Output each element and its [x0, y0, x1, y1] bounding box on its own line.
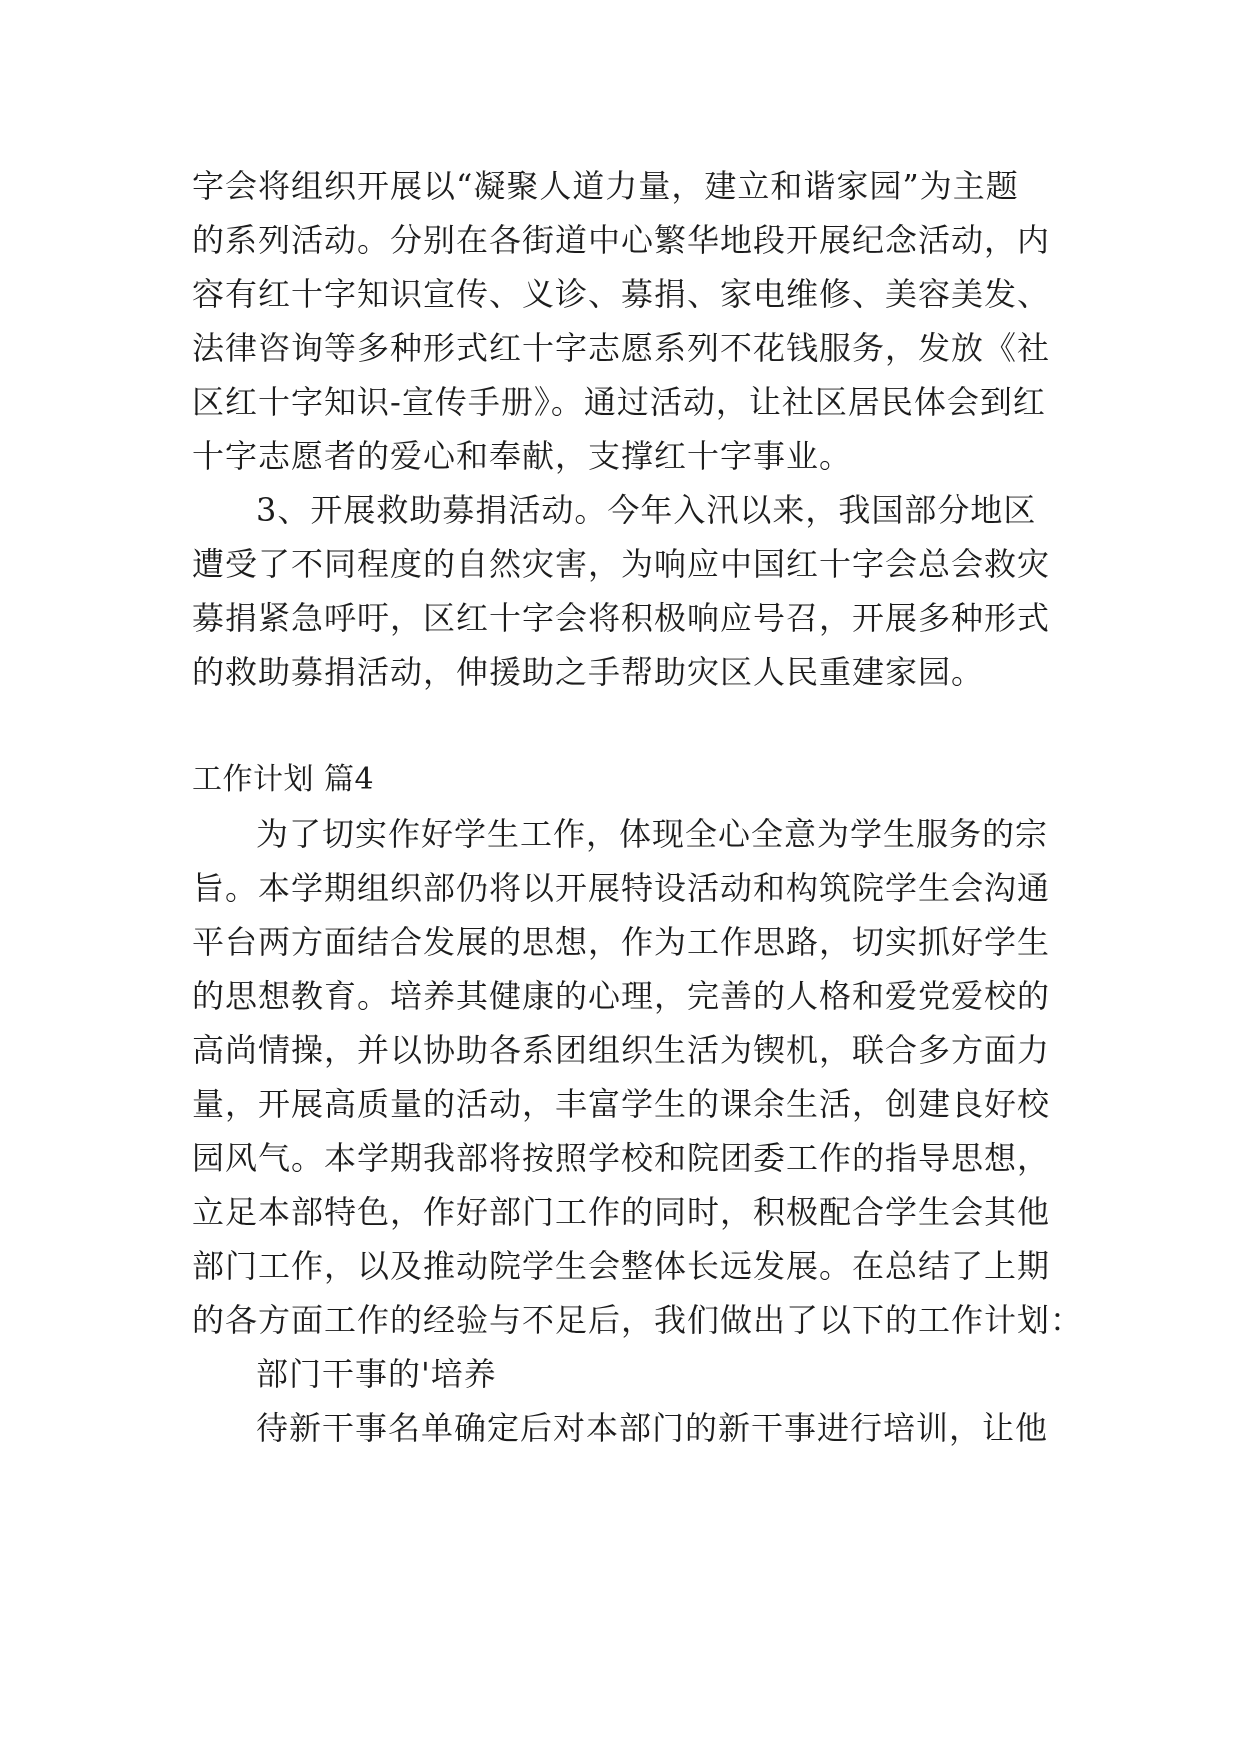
- text-line: 十字志愿者的爱心和奉献，支撑红十字事业。: [192, 437, 853, 475]
- text-line: 旨。本学期组织部仍将以开展特设活动和构筑院学生会沟通: [192, 869, 1051, 907]
- paragraph-staff-training: [192, 1401, 1054, 1455]
- section-spacer: [192, 699, 1054, 753]
- paragraph-relief-donation: [192, 483, 1054, 699]
- paragraph-red-cross-activities: [192, 159, 1054, 483]
- text-line: 平台两方面结合发展的思想，作为工作思路，切实抓好学生: [192, 923, 1051, 961]
- text-line: 募捐紧急呼吁，区红十字会将积极响应号召，开展多种形式: [192, 599, 1051, 637]
- text-line: 为了切实作好学生工作，体现全心全意为学生服务的宗: [256, 815, 1049, 853]
- text-line: 字会将组织开展以“凝聚人道力量，建立和谐家园”为主题: [192, 167, 1019, 205]
- text-line: 容有红十字知识宣传、义诊、募捐、家电维修、美容美发、: [192, 275, 1051, 313]
- text-line: 3、开展救助募捐活动。今年入汛以来，我国部分地区: [256, 491, 1037, 529]
- text-line: 的思想教育。培养其健康的心理，完善的人格和爱党爱校的: [192, 977, 1051, 1015]
- text-line: 园风气。本学期我部将按照学校和院团委工作的指导思想，: [192, 1139, 1051, 1177]
- subheading: 部门干事的'培养: [256, 1355, 497, 1393]
- text-line: 高尚情操，并以协助各系团组织生活为锲机，联合多方面力: [192, 1031, 1051, 1069]
- text-line: 待新干事名单确定后对本部门的新干事进行培训，让他: [256, 1409, 1049, 1447]
- section-heading: 工作计划 篇4: [192, 762, 375, 797]
- text-line: 部门工作，以及推动院学生会整体长远发展。在总结了上期: [192, 1247, 1051, 1285]
- document-body: [192, 159, 1084, 1455]
- text-line: 立足本部特色，作好部门工作的同时，积极配合学生会其他: [192, 1193, 1051, 1231]
- paragraph-work-plan-intro: [192, 807, 1084, 1347]
- text-line: 量，开展高质量的活动，丰富学生的课余生活，创建良好校: [192, 1085, 1051, 1123]
- text-line: 遭受了不同程度的自然灾害，为响应中国红十字会总会救灾: [192, 545, 1051, 583]
- text-line: 法律咨询等多种形式红十字志愿系列不花钱服务，发放《社: [192, 329, 1051, 367]
- text-line: 区红十字知识-宣传手册》。通过活动，让社区居民体会到红: [192, 383, 1046, 421]
- text-line: 的系列活动。分别在各街道中心繁华地段开展纪念活动，内: [192, 221, 1051, 259]
- text-line: 的各方面工作的经验与不足后，我们做出了以下的工作计划：: [192, 1301, 1084, 1339]
- text-line: 的救助募捐活动，伸援助之手帮助灾区人民重建家园。: [192, 653, 985, 691]
